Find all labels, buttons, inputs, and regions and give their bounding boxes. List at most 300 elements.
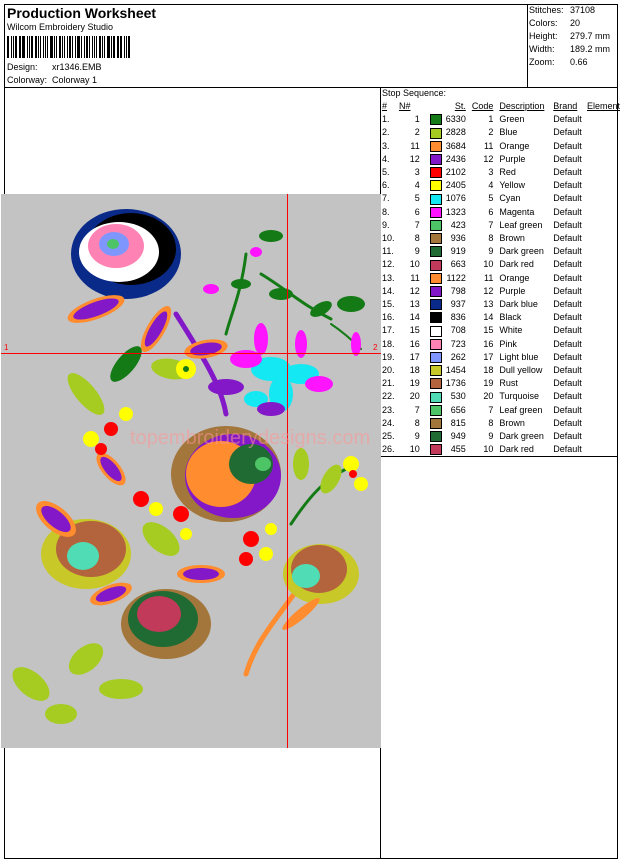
color-swatch (430, 392, 442, 403)
row-brand: Default (553, 114, 582, 125)
row-code: 14 (483, 312, 494, 323)
stat-label: Height: (529, 31, 558, 41)
row-brand: Default (553, 233, 582, 244)
row-brand: Default (553, 312, 582, 323)
color-swatch (430, 141, 442, 152)
row-element (587, 272, 620, 285)
row-element (587, 232, 620, 245)
row-index: 9. (382, 219, 390, 230)
row-element (587, 430, 620, 443)
row-description: Purple (499, 285, 526, 296)
barcode-bar (13, 36, 14, 58)
row-element (587, 390, 620, 403)
row-swatch-cell (430, 417, 443, 430)
row-brand: Default (553, 127, 582, 138)
color-swatch (430, 128, 442, 139)
barcode-bar (45, 36, 47, 58)
table-row (380, 206, 620, 219)
barcode-bar (102, 36, 103, 58)
row-element (587, 113, 620, 126)
watermark: topembroiderydesigns.com (130, 427, 371, 449)
row-code: 20 (483, 391, 494, 402)
row-code: 18 (483, 365, 494, 376)
design-value: xr1346.EMB (52, 62, 102, 72)
barcode-bar (27, 36, 28, 58)
row-index: 2. (382, 127, 390, 138)
row-code: 9 (488, 246, 494, 257)
row-stitches: 423 (450, 219, 466, 230)
row-element (587, 351, 620, 364)
row-element (587, 140, 620, 153)
barcode-bar (29, 36, 30, 58)
table-row (380, 140, 620, 153)
stat-label: Colors: (529, 18, 558, 28)
barcode-bar (35, 36, 37, 58)
table-row (380, 298, 620, 311)
row-description: Dark green (499, 431, 544, 442)
stat-value: 279.7 mm (570, 31, 611, 41)
barcode-bar (92, 36, 94, 58)
row-stitches: 936 (450, 233, 466, 244)
row-index: 26. (382, 444, 395, 455)
row-element (587, 245, 620, 258)
row-swatch-cell (430, 153, 443, 166)
stat-value: 0.66 (570, 57, 588, 67)
color-swatch (430, 312, 442, 323)
stem-orange (246, 584, 301, 674)
row-code: 16 (483, 338, 494, 349)
table-row (380, 338, 620, 351)
header-bottom-line (4, 87, 618, 88)
stat-label: Width: (529, 44, 555, 54)
row-needle: 10 (409, 259, 420, 270)
row-brand: Default (553, 431, 582, 442)
table-row (380, 166, 620, 179)
row-swatch-cell (430, 443, 443, 456)
barcode-bar (120, 36, 122, 58)
row-stitches: 919 (450, 246, 466, 257)
row-code: 17 (483, 351, 494, 362)
row-index: 7. (382, 193, 390, 204)
row-swatch-cell (430, 404, 443, 417)
row-element (587, 206, 620, 219)
row-needle: 5 (414, 193, 420, 204)
color-swatch (430, 220, 442, 231)
row-index: 12. (382, 259, 395, 270)
table-row (380, 272, 620, 285)
barcode-bar (64, 36, 65, 58)
row-description: Dark red (499, 444, 534, 455)
barcode-bar (86, 36, 88, 58)
table-row (380, 390, 620, 403)
row-brand: Default (553, 167, 582, 178)
barcode-bar (104, 36, 105, 58)
row-swatch-cell (430, 245, 443, 258)
barcode-bar (75, 36, 76, 58)
row-index: 15. (382, 299, 395, 310)
row-stitches: 455 (450, 444, 466, 455)
barcode-bar (107, 36, 110, 58)
row-needle: 4 (414, 180, 420, 191)
barcode-bar (117, 36, 118, 58)
row-index: 24. (382, 417, 395, 428)
color-swatch (430, 273, 442, 284)
barcode-bar (22, 36, 25, 58)
row-brand: Default (553, 246, 582, 257)
row-description: Brown (499, 233, 525, 244)
row-needle: 12 (409, 153, 420, 164)
row-description: Dark green (499, 246, 544, 257)
row-code: 12 (483, 153, 494, 164)
row-description: Red (499, 167, 516, 178)
stat-label: Stitches: (529, 5, 564, 15)
stat-label: Zoom: (529, 57, 555, 67)
color-swatch (430, 180, 442, 191)
barcode-bar (113, 36, 115, 58)
row-description: Magenta (499, 206, 535, 217)
barcode-bar (47, 36, 48, 58)
table-row (380, 179, 620, 192)
design-label: Design: (7, 62, 38, 72)
row-index: 20. (382, 365, 395, 376)
barcode-bar (11, 36, 12, 58)
col-header-swatch (430, 100, 443, 113)
row-swatch-cell (430, 206, 443, 219)
color-swatch (430, 286, 442, 297)
row-element (587, 126, 620, 139)
row-needle: 15 (409, 325, 420, 336)
row-element (587, 179, 620, 192)
color-swatch (430, 431, 442, 442)
row-swatch-cell (430, 219, 443, 232)
row-brand: Default (553, 140, 582, 151)
row-element (587, 166, 620, 179)
stop-rows (380, 113, 620, 456)
barcode-bar (67, 36, 69, 58)
row-code: 7 (488, 219, 494, 230)
table-header-row (380, 100, 620, 113)
color-swatch (430, 405, 442, 416)
row-index: 10. (382, 233, 395, 244)
color-swatch (430, 326, 442, 337)
embroidery-artwork (1, 194, 381, 748)
table-row (380, 192, 620, 205)
row-element (587, 338, 620, 351)
table-row (380, 153, 620, 166)
row-element (587, 377, 620, 390)
table-row (380, 324, 620, 337)
row-stitches: 2436 (445, 153, 466, 164)
row-code: 10 (483, 444, 494, 455)
col-header-st: St. (454, 101, 466, 111)
page-title: Production Worksheet (7, 5, 157, 21)
row-swatch-cell (430, 285, 443, 298)
row-swatch-cell (430, 258, 443, 271)
barcode-bar (62, 36, 63, 58)
col-header-num: # (382, 101, 388, 111)
row-description: Black (499, 312, 522, 323)
barcode-bar (54, 36, 55, 58)
row-brand: Default (553, 391, 582, 402)
row-description: Leaf green (499, 219, 543, 230)
row-element (587, 443, 620, 456)
barcode-bar (20, 36, 21, 58)
row-code: 8 (488, 417, 494, 428)
row-description: Yellow (499, 180, 526, 191)
row-swatch-cell (430, 298, 443, 311)
row-index: 18. (382, 338, 395, 349)
row-index: 1. (382, 114, 390, 125)
row-index: 3. (382, 140, 390, 151)
row-swatch-cell (430, 351, 443, 364)
row-element (587, 311, 620, 324)
row-brand: Default (553, 404, 582, 415)
col-header-element: Element (586, 101, 620, 111)
row-code: 11 (484, 140, 494, 151)
colorway-label: Colorway: (7, 75, 48, 85)
flower-rust-right (283, 544, 359, 604)
row-stitches: 2102 (445, 167, 466, 178)
table-row (380, 404, 620, 417)
row-description: Dark red (499, 259, 534, 270)
row-description: Rust (499, 378, 518, 389)
row-needle: 6 (414, 206, 420, 217)
row-swatch-cell (430, 179, 443, 192)
axis-label-left: 1 (4, 343, 9, 352)
table-row (380, 232, 620, 245)
table-row (380, 364, 620, 377)
row-needle: 8 (414, 417, 420, 428)
header-divider (527, 4, 528, 87)
row-brand: Default (553, 365, 582, 376)
row-element (587, 219, 620, 232)
row-brand: Default (553, 299, 582, 310)
row-needle: 7 (414, 219, 420, 230)
row-needle: 20 (409, 391, 420, 402)
stat-value: 189.2 mm (570, 44, 611, 54)
color-swatch (430, 167, 442, 178)
row-code: 2 (488, 127, 494, 138)
row-index: 6. (382, 180, 390, 191)
row-stitches: 1454 (445, 365, 466, 376)
row-element (587, 153, 620, 166)
design-preview (1, 194, 381, 748)
flower-blue-black (71, 209, 181, 299)
row-stitches: 1076 (445, 193, 466, 204)
barcode-bar (89, 36, 90, 58)
row-code: 6 (488, 206, 494, 217)
table-row (380, 113, 620, 126)
color-swatch (430, 352, 442, 363)
row-brand: Default (553, 272, 582, 283)
table-row (380, 417, 620, 430)
row-element (587, 192, 620, 205)
row-brand: Default (553, 351, 582, 362)
stat-value: 37108 (570, 5, 596, 15)
color-swatch (430, 378, 442, 389)
row-code: 15 (483, 325, 494, 336)
row-description: Purple (499, 153, 526, 164)
row-index: 25. (382, 431, 395, 442)
barcode-bar (84, 36, 85, 58)
table-row (380, 285, 620, 298)
row-element (587, 258, 620, 271)
table-row (380, 377, 620, 390)
row-needle: 1 (414, 114, 420, 125)
row-code: 11 (484, 272, 494, 283)
row-index: 13. (382, 272, 395, 283)
row-description: Leaf green (499, 404, 543, 415)
row-code: 3 (488, 167, 494, 178)
color-swatch (430, 154, 442, 165)
row-needle: 3 (414, 167, 420, 178)
row-element (587, 417, 620, 430)
row-element (587, 404, 620, 417)
row-code: 13 (483, 299, 494, 310)
row-brand: Default (553, 444, 582, 455)
table-row (380, 126, 620, 139)
table-row (380, 430, 620, 443)
row-stitches: 530 (450, 391, 466, 402)
row-stitches: 1122 (446, 272, 466, 283)
row-stitches: 836 (450, 312, 466, 323)
row-brand: Default (553, 206, 582, 217)
row-swatch-cell (430, 192, 443, 205)
row-code: 4 (488, 180, 494, 191)
barcode-bar (7, 36, 9, 58)
row-stitches: 3684 (445, 140, 466, 151)
barcode-bar (99, 36, 101, 58)
row-stitches: 663 (450, 259, 466, 270)
barcode-bar (59, 36, 61, 58)
row-code: 12 (483, 285, 494, 296)
crosshair-vertical (287, 194, 288, 748)
barcode-bar (43, 36, 44, 58)
color-swatch (430, 260, 442, 271)
barcode-bar (38, 36, 39, 58)
row-index: 16. (382, 312, 395, 323)
row-index: 19. (382, 351, 395, 362)
row-description: Light blue (499, 351, 539, 362)
row-needle: 8 (414, 233, 420, 244)
row-stitches: 815 (450, 417, 466, 428)
color-swatch (430, 233, 442, 244)
row-stitches: 1323 (445, 206, 466, 217)
row-needle: 11 (410, 272, 420, 283)
row-brand: Default (553, 153, 582, 164)
row-needle: 18 (409, 365, 420, 376)
row-needle: 19 (409, 378, 420, 389)
stop-sequence-table (380, 100, 620, 456)
axis-label-right: 2 (373, 343, 378, 352)
row-swatch-cell (430, 324, 443, 337)
row-description: Brown (499, 417, 525, 428)
color-swatch (430, 114, 442, 125)
col-header-description: Description (499, 101, 545, 111)
row-stitches: 798 (450, 285, 466, 296)
row-needle: 7 (414, 404, 420, 415)
col-header-brand: Brand (553, 101, 578, 111)
row-index: 5. (382, 167, 390, 178)
color-swatch (430, 365, 442, 376)
stop-sequence-title: Stop Sequence: (382, 88, 447, 98)
table-row (380, 443, 620, 456)
row-index: 4. (382, 153, 390, 164)
row-swatch-cell (430, 390, 443, 403)
row-stitches: 262 (450, 351, 466, 362)
row-stitches: 949 (450, 431, 466, 442)
row-needle: 12 (409, 285, 420, 296)
barcode-bar (128, 36, 130, 58)
row-needle: 10 (409, 444, 420, 455)
row-stitches: 2828 (445, 127, 466, 138)
row-swatch-cell (430, 338, 443, 351)
row-brand: Default (553, 259, 582, 270)
row-code: 9 (488, 431, 494, 442)
row-swatch-cell (430, 364, 443, 377)
row-stitches: 6330 (445, 114, 466, 125)
barcode (7, 36, 132, 58)
row-element (587, 364, 620, 377)
color-swatch (430, 207, 442, 218)
color-swatch (430, 246, 442, 257)
row-code: 5 (488, 193, 494, 204)
barcode-bar (31, 36, 33, 58)
row-index: 8. (382, 206, 390, 217)
row-index: 14. (382, 285, 395, 296)
row-stitches: 937 (450, 299, 466, 310)
row-index: 21. (382, 378, 395, 389)
color-swatch (430, 339, 442, 350)
barcode-bar (50, 36, 53, 58)
row-needle: 2 (414, 127, 420, 138)
row-code: 7 (488, 404, 494, 415)
row-description: Orange (499, 140, 530, 151)
row-code: 8 (488, 233, 494, 244)
row-swatch-cell (430, 140, 443, 153)
color-swatch (430, 444, 442, 455)
row-description: Green (499, 114, 525, 125)
row-stitches: 723 (450, 338, 466, 349)
row-index: 17. (382, 325, 395, 336)
barcode-bar (56, 36, 57, 58)
row-description: Cyan (499, 193, 521, 204)
flower-dark-red (121, 589, 211, 659)
table-row (380, 219, 620, 232)
barcode-bar (69, 36, 71, 58)
color-swatch (430, 418, 442, 429)
row-needle: 9 (414, 431, 420, 442)
col-header-code: Code (471, 101, 494, 111)
row-brand: Default (553, 325, 582, 336)
barcode-bar (118, 36, 119, 58)
row-brand: Default (553, 285, 582, 296)
software-name: Wilcom Embroidery Studio (7, 22, 114, 32)
row-index: 23. (382, 404, 395, 415)
table-row (380, 245, 620, 258)
row-swatch-cell (430, 377, 443, 390)
col-header-n: N# (398, 101, 411, 111)
color-swatch (430, 194, 442, 205)
row-description: Blue (499, 127, 518, 138)
table-row (380, 258, 620, 271)
color-swatch (430, 299, 442, 310)
row-element (587, 324, 620, 337)
row-index: 11. (382, 246, 394, 257)
row-stitches: 1736 (445, 378, 466, 389)
barcode-bar (72, 36, 73, 58)
barcode-bar (19, 36, 20, 58)
